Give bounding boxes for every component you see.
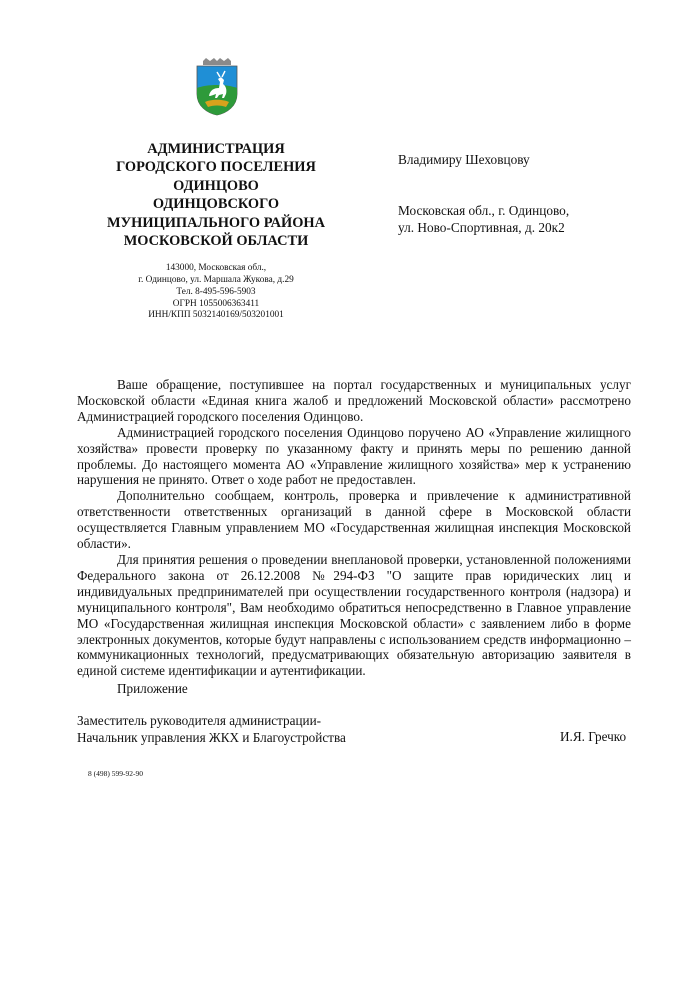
organization-ogrn: ОГРН 1055006363411 bbox=[172, 298, 260, 309]
sender-block bbox=[100, 140, 332, 322]
signer-position bbox=[77, 712, 346, 746]
organization-name-line: ОДИНЦОВО bbox=[173, 177, 259, 194]
body-paragraph: Дополнительно сообщаем, контроль, проверка и привлечение к административной ответственности ответственных организаций в данной сфере в Московской области осуществляется Главным управлением МО «Государственная жилищная инспекция Московской области». bbox=[77, 488, 631, 552]
organization-name-line: ГОРОДСКОГО ПОСЕЛЕНИЯ bbox=[116, 159, 316, 176]
signer-position-line: Начальник управления ЖКХ и Благоустройства bbox=[77, 730, 346, 745]
recipient-address-line: ул. Ново-Спортивная, д. 20к2 bbox=[398, 220, 565, 235]
body-paragraph: Для принятия решения о проведении внеплановой проверки, установленной положениями Федерального закона от 26.12.2008 №294-ФЗ "О защите прав юридических лиц и индивидуальных предпринимателей при осуществлении государственного контроля (надзора) и муниципального контроля", Вам необходимо обратиться непосредственно в Главное управление МО «Государственная жилищная инспекция Московской области» с заявлением либо в форме электронных документов, которые будут направлены с использованием средств информационно – коммуникационных технологий, предусматривающих обязательную авторизацию заявителя в единой системе идентификации и аутентификации. bbox=[77, 551, 631, 679]
signer-name: И.Я. Гречко bbox=[560, 729, 627, 744]
recipient-address bbox=[398, 202, 569, 236]
body-paragraph: Ваше обращение, поступившее на портал государственных и муниципальных услуг Московской области «Единая книга жалоб и предложений Московской области» рассмотрено Администрацией городского поселения Одинцово. bbox=[77, 377, 631, 424]
organization-details bbox=[100, 263, 332, 322]
coat-of-arms-icon bbox=[193, 58, 241, 116]
letter-body bbox=[77, 377, 631, 679]
organization-address-line: 143000, Московская обл., bbox=[165, 263, 267, 274]
recipient-address-line: Московская обл., г. Одинцово, bbox=[398, 203, 570, 218]
recipient-name: Владимиру Шеховцову bbox=[398, 152, 530, 167]
organization-inn-kpp: ИНН/КПП 5032140169/503201001 bbox=[148, 310, 284, 321]
signer-position-line: Заместитель руководителя администрации- bbox=[77, 713, 322, 728]
organization-name-line: МОСКОВСКОЙ ОБЛАСТИ bbox=[123, 233, 309, 250]
organization-name-line: ОДИНЦОВСКОГО bbox=[152, 196, 280, 213]
organization-address-line: г. Одинцово, ул. Маршала Жукова, д.29 bbox=[138, 275, 294, 286]
organization-phone: Тел. 8-495-596-5903 bbox=[176, 286, 256, 297]
organization-name bbox=[100, 140, 332, 250]
attachment-label: Приложение bbox=[117, 681, 188, 696]
organization-name-line: АДМИНИСТРАЦИЯ bbox=[147, 141, 285, 157]
organization-name-line: МУНИЦИПАЛЬНОГО РАЙОНА bbox=[106, 214, 326, 231]
body-paragraph: Администрацией городского поселения Одинцово поручено АО «Управление жилищного хозяйства» провести проверку по указанному факту и принять меры по решению данной проблемы. До настоящего момента АО «Управление жилищного хозяйства» мер к устранению нарушения не принято. Ответ о ходе работ не предоставлен. bbox=[77, 424, 631, 488]
executor-phone: 8 (498) 599-92-90 bbox=[88, 769, 143, 778]
